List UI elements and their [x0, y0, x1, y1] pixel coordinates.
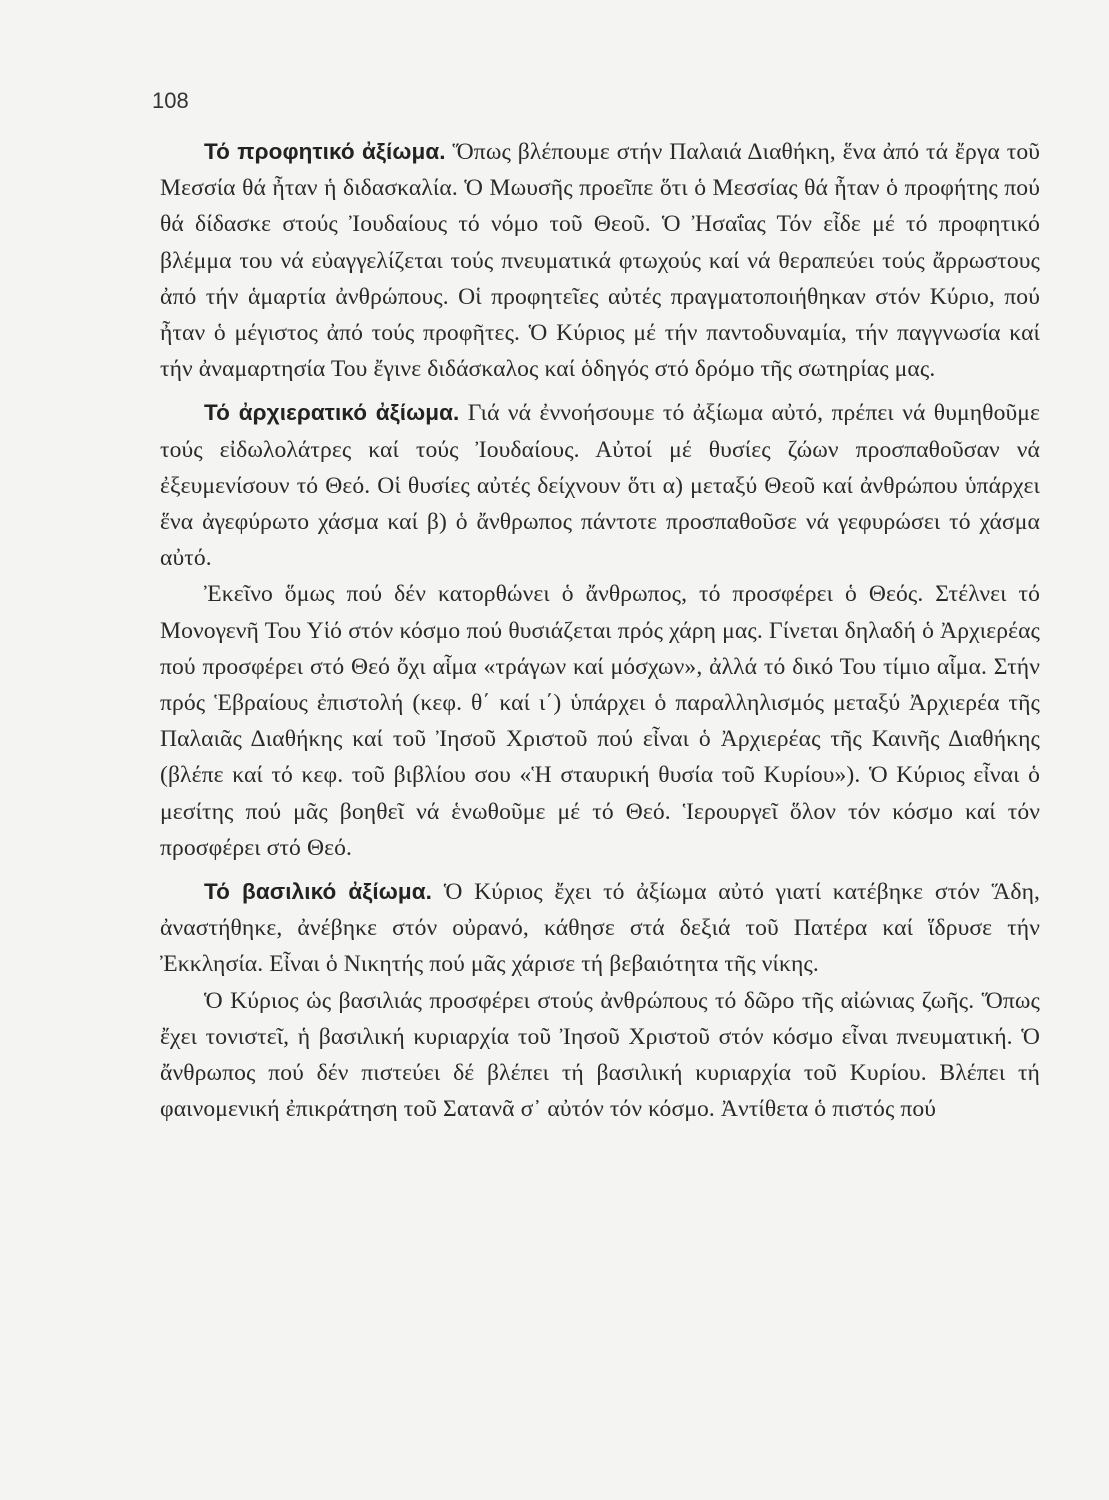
paragraph-high-priestly-office	[160, 395, 1040, 576]
paragraph-kingship	[160, 983, 1040, 1128]
paragraph-royal-office	[160, 874, 1040, 983]
paragraph-text: Γιά νά ἐννοήσουμε τό ἀξίωμα αὐτό, πρέπει νά θυμηθοῦμε τούς εἰδωλολάτρες καί τούς Ἰουδαίους. Αὐτοί μέ θυσίες ζώων προσπαθοῦσαν νά ἐξευμενίσουν τό Θεό. Οἱ θυσίες αὐτές δείχνουν ὅτι α) μεταξύ Θεοῦ καί ἀνθρώπου ὑπάρχει ἕνα ἀγεφύρωτο χάσμα καί β) ὁ ἄνθρωπος πάντοτε προσπαθοῦσε νά γεφυρώσει τό χάσμα αὐτό.	[160, 400, 1041, 572]
paragraph-text: Ὁ Κύριος ἔχει τό ἀξίωμα αὐτό γιατί κατέβηκε στόν Ἅδη, ἀναστήθηκε, ἀνέβηκε στόν οὐρανό, κάθησε στά δεξιά τοῦ Πατέρα καί ἵδρυσε τήν Ἐκκλησία. Εἶναι ὁ Νικητής πού μᾶς χάρισε τή βεβαιότητα τῆς νίκης.	[160, 879, 1040, 978]
paragraph-text: Ὅπως βλέπουμε στήν Παλαιά Διαθήκη, ἕνα ἀπό τά ἔργα τοῦ Μεσσία θά ἦταν ἡ διδασκαλία. Ὁ Μωυσῆς προεῖπε ὅτι ὁ Μεσσίας θά ἦταν ὁ προφήτης πού θά δίδασκε στούς Ἰουδαίους τό νόμο τοῦ Θεοῦ. Ὁ Ἠσαΐας Τόν εἶδε μέ τό προφητικό βλέμμα του νά εὐαγγελίζεται τούς πνευματικά φτωχούς καί νά θεραπεύει τούς ἄρρωστους ἀπό τήν ἁμαρτία ἀνθρώπους. Οἱ προφητεῖες αὐτές πραγματοποιήθηκαν στόν Κύριο, πού ἦταν ὁ μέγιστος ἀπό τούς προφῆτες. Ὁ Κύριος μέ τήν παντοδυναμία, τήν παγγνωσία καί τήν ἀναμαρτησία Του ἔγινε διδάσκαλος καί ὁδηγός στό δρόμο τῆς σωτηρίας μας.	[160, 139, 1040, 383]
section-heading-royal: Τό βασιλικό ἀξίωμα.	[204, 879, 433, 905]
body-text	[160, 134, 1040, 1127]
paragraph-prophetic-office	[160, 134, 1040, 387]
paragraph-sacrifice	[160, 576, 1040, 866]
section-heading-high-priestly: Τό ἀρχιερατικό ἀξίωμα.	[204, 400, 460, 426]
paragraph-text: Ὁ Κύριος ὡς βασιλιάς προσφέρει στούς ἀνθρώπους τό δῶρο τῆς αἰώνιας ζωῆς. Ὅπως ἔχει τονιστεῖ, ἡ βασιλική κυριαρχία τοῦ Ἰησοῦ Χριστοῦ στόν κόσμο εἶναι πνευματική. Ὁ ἄνθρωπος πού δέν πιστεύει δέ βλέπει τή βασιλική κυριαρχία τοῦ Κυρίου. Βλέπει τή φαινομενική ἐπικράτηση τοῦ Σατανᾶ σ᾽ αὐτόν τόν κόσμο. Ἀντίθετα ὁ πιστός πού	[160, 987, 1040, 1123]
paragraph-text: Ἐκεῖνο ὅμως πού δέν κατορθώνει ὁ ἄνθρωπος, τό προσφέρει ὁ Θεός. Στέλνει τό Μονογενῆ Του Υἱό στόν κόσμο πού θυσιάζεται πρός χάρη μας. Γίνεται δηλαδή ὁ Ἀρχιερέας πού προσφέρει στό Θεό ὄχι αἷμα «τράγων καί μόσχων», ἀλλά τό δικό Του τίμιο αἷμα. Στήν πρός Ἑβραίους ἐπιστολή (κεφ. θ΄ καί ι΄) ὑπάρχει ὁ παραλληλισμός μεταξύ Ἀρχιερέα τῆς Παλαιᾶς Διαθήκης καί τοῦ Ἰησοῦ Χριστοῦ πού εἶναι ὁ Ἀρχιερέας τῆς Καινῆς Διαθήκης (βλέπε καί τό κεφ. τοῦ βιβλίου σου «Ἡ σταυρική θυσία τοῦ Κυρίου»). Ὁ Κύριος εἶναι ὁ μεσίτης πού μᾶς βοηθεῖ νά ἑνωθοῦμε μέ τό Θεό. Ἱερουργεῖ ὅλον τόν κόσμο καί τόν προσφέρει στό Θεό.	[160, 581, 1040, 861]
section-heading-prophetic: Τό προφητικό ἀξίωμα.	[204, 139, 446, 164]
page-number: 108	[152, 88, 189, 113]
